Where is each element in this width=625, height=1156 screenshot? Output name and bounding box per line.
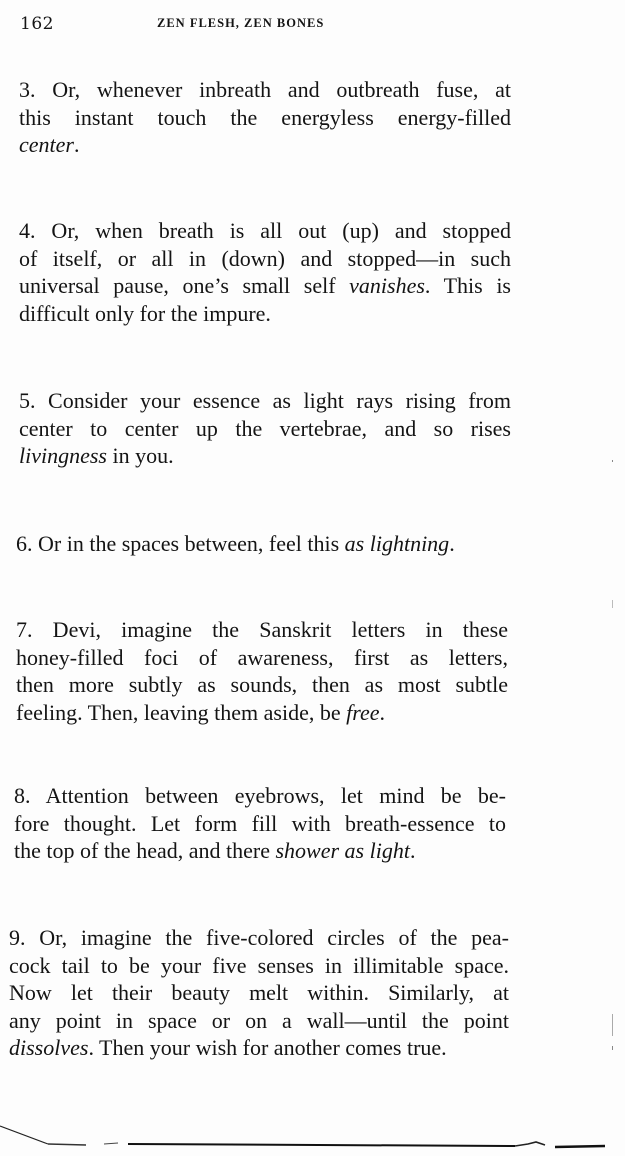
text-line — [9, 1034, 509, 1062]
item-number: 5. — [19, 388, 36, 413]
text-segment: feeling. Then, leaving them aside, be — [16, 699, 347, 725]
text-segment: Attention between eyebrows, let mind be be- — [30, 783, 506, 808]
scan-speck — [612, 1014, 613, 1036]
text-segment: in you. — [107, 443, 174, 468]
text-segment: cock tail to be your five senses in illimitable space. — [9, 952, 509, 978]
text-line — [14, 810, 506, 838]
text-segment: . — [73, 132, 80, 157]
rule-segment-b — [104, 1143, 118, 1144]
scan-speck — [612, 1046, 613, 1050]
emphasis-text: vanishes — [349, 273, 425, 298]
text-line — [19, 217, 511, 245]
text-line — [19, 272, 511, 300]
text-line — [16, 699, 508, 727]
paragraph — [9, 924, 509, 1062]
text-segment: then more subtly as sounds, then as most subtle — [16, 672, 508, 697]
text-line — [19, 442, 511, 470]
text-line — [16, 616, 508, 644]
text-segment: any point in space or on a wall—until the point — [9, 1007, 509, 1033]
text-line — [19, 131, 511, 159]
emphasis-text: center — [19, 132, 74, 157]
text-segment: Or, when breath is all out (up) and stopped — [35, 218, 511, 243]
item-number: 8. — [14, 783, 31, 808]
scan-speck — [612, 600, 613, 608]
text-line — [19, 300, 511, 328]
rule-main-line — [128, 1144, 515, 1146]
text-segment: center to center up the vertebrae, and so rises — [19, 415, 511, 441]
text-line — [9, 952, 509, 980]
text-segment: Now let their beauty melt within. Similarly, at — [9, 980, 509, 1005]
item-number: 4. — [19, 218, 36, 243]
text-line — [9, 924, 509, 952]
paragraph — [16, 616, 508, 726]
scan-speck — [612, 460, 613, 462]
text-segment: Devi, imagine the Sanskrit letters in these — [32, 617, 508, 642]
text-segment: . Then your wish for another comes true. — [88, 1035, 447, 1060]
paragraph — [14, 782, 506, 865]
text-line — [19, 245, 511, 273]
emphasis-text: shower as light — [275, 838, 410, 863]
text-line — [16, 671, 508, 699]
bottom-rule — [0, 1120, 610, 1150]
text-line — [19, 76, 511, 104]
rule-right-line — [555, 1146, 605, 1147]
text-segment: Or, imagine the five-colored circles of the pea- — [25, 925, 509, 950]
text-segment: . — [409, 838, 416, 863]
text-segment: . — [449, 531, 455, 556]
item-number: 9. — [9, 925, 26, 950]
text-segment: Or, whenever inbreath and outbreath fuse, at — [35, 77, 511, 102]
text-segment: this instant touch the energyless energy-filled — [19, 104, 511, 130]
text-segment: Consider your essence as light rays rising from — [35, 388, 511, 413]
text-line — [19, 387, 511, 415]
text-line — [9, 1007, 509, 1035]
text-line — [9, 979, 509, 1007]
page-number: 162 — [20, 14, 54, 34]
text-line — [19, 104, 511, 132]
rule-segment-a — [48, 1144, 86, 1145]
text-line — [19, 415, 511, 443]
text-segment: difficult only for the impure. — [19, 300, 271, 326]
text-line — [14, 837, 506, 865]
paragraph — [19, 217, 511, 327]
text-segment: . — [379, 699, 385, 725]
paragraph — [19, 76, 511, 159]
rule-segment-c — [515, 1142, 545, 1146]
text-segment: of itself, or all in (down) and stopped—in such — [19, 245, 511, 271]
text-line — [14, 782, 506, 810]
paragraph — [19, 387, 511, 470]
paragraph — [16, 530, 508, 558]
text-segment: universal pause, one’s small self — [19, 273, 350, 298]
item-number: 7. — [16, 617, 33, 642]
text-segment: fore thought. Let form fill with breath-essence to — [14, 810, 506, 836]
item-number: 6. — [16, 531, 33, 556]
text-segment: . This is — [424, 273, 511, 298]
emphasis-text: dissolves — [9, 1035, 89, 1060]
text-segment: honey-filled foci of awareness, first as letters, — [16, 644, 508, 670]
running-head: ZEN FLESH, ZEN BONES — [157, 16, 325, 30]
emphasis-text: as lightning — [344, 531, 450, 556]
text-line — [16, 530, 508, 558]
emphasis-text: livingness — [19, 443, 107, 468]
emphasis-text: free — [346, 699, 380, 725]
text-line — [16, 644, 508, 672]
text-segment: the top of the head, and there — [14, 838, 276, 863]
rule-left-stroke — [0, 1126, 48, 1144]
text-segment: Or in the spaces between, feel this — [32, 531, 345, 556]
item-number: 3. — [19, 77, 36, 102]
